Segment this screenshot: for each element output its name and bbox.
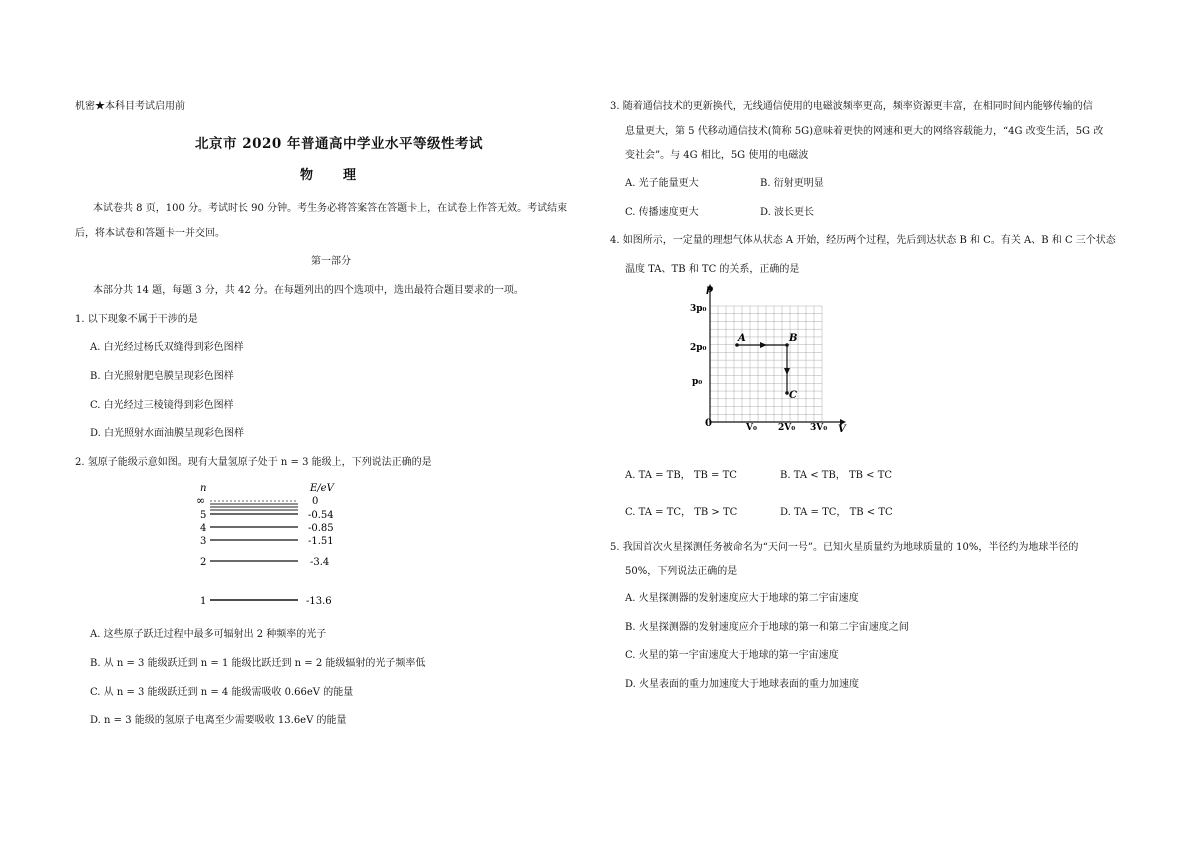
q1-stem: 1. 以下现象不属于干涉的是 — [75, 314, 198, 325]
y-tick-p0: p₀ — [692, 377, 703, 387]
pv-graph — [690, 280, 855, 435]
level-n-inf: ∞ — [196, 494, 206, 507]
point-b-label: B — [789, 333, 798, 344]
q4-option-c: C. TA = TC， TB > TC — [625, 507, 738, 518]
x-tick-2v0: 2V₀ — [778, 423, 796, 433]
q5-stem-line-2: 50%，下列说法正确的是 — [625, 566, 738, 577]
q2-option-c: C. 从 n = 3 能级跃迁到 n = 4 能级需吸收 0.66eV 的能量 — [90, 687, 354, 698]
q5-option-d: D. 火星表面的重力加速度大于地球表面的重力加速度 — [625, 679, 860, 690]
q5-stem-line-1: 5. 我国首次火星探测任务被命名为“天问一号”。已知火星质量约为地球质量的 10%，半径约为地球半径的 — [610, 542, 1079, 553]
point-a-label: A — [738, 333, 746, 344]
y-tick-3p0: 3p₀ — [690, 304, 707, 314]
q3-stem-line-3: 变社会”。与 4G 相比，5G 使用的电磁波 — [625, 150, 809, 161]
q2-option-b: B. 从 n = 3 能级跃迁到 n = 1 能级比跃迁到 n = 2 能级辐射的光子频率低 — [90, 658, 426, 669]
q3-stem-line-2: 息量更大，第 5 代移动通信技术(简称 5G)意味着更快的网速和更大的网络容载能力，“4G 改变生活，5G 改 — [625, 126, 1104, 137]
q1-option-b: B. 白光照射肥皂膜呈现彩色图样 — [90, 371, 234, 382]
x-axis-label: V — [838, 424, 846, 435]
level-n-3: 3 — [200, 536, 207, 547]
part-instruction: 本部分共 14 题，每题 3 分，共 42 分。在每题列出的四个选项中，选出最符合题目要求的一项。 — [93, 285, 524, 296]
level-e-5: -0.54 — [308, 510, 334, 521]
level-e-inf: 0 — [312, 496, 319, 507]
level-e-2: -3.4 — [310, 557, 330, 568]
q4-option-b: B. TA < TB， TB < TC — [780, 470, 893, 481]
energy-level-diagram — [190, 478, 350, 610]
intro-line-1: 本试卷共 8 页，100 分。考试时长 90 分钟。考生务必将答案答在答题卡上，在试卷上作答无效。考试结束 — [93, 203, 568, 214]
y-axis-label: p — [706, 284, 713, 295]
subject-title: 物理 — [300, 168, 387, 183]
origin-label: 0 — [705, 418, 712, 429]
q1-option-c: C. 白光经过三棱镜得到彩色图样 — [90, 400, 234, 411]
level-e-1: -13.6 — [306, 596, 332, 607]
q4-option-a: A. TA = TB， TB = TC — [625, 470, 737, 481]
diagram-e-header: E/eV — [310, 483, 334, 494]
q5-option-a: A. 火星探测器的发射速度应大于地球的第二宇宙速度 — [625, 593, 859, 604]
q1-option-d: D. 白光照射水面油膜呈现彩色图样 — [90, 428, 245, 439]
point-c-label: C — [789, 390, 797, 401]
level-e-4: -0.85 — [308, 523, 334, 534]
y-tick-2p0: 2p₀ — [690, 343, 707, 353]
q4-option-d: D. TA = TC， TB < TC — [780, 507, 893, 518]
q1-option-a: A. 白光经过杨氏双缝得到彩色图样 — [90, 342, 244, 353]
secret-mark: 机密★本科目考试启用前 — [75, 101, 185, 112]
q3-stem-line-1: 3. 随着通信技术的更新换代，无线通信使用的电磁波频率更高，频率资源更丰富，在相同时间内能够传输的信 — [610, 101, 1093, 112]
q3-option-a: A. 光子能量更大 — [625, 178, 699, 189]
q4-stem-line-2: 温度 TA、TB 和 TC 的关系，正确的是 — [625, 264, 800, 275]
diagram-n-header: n — [200, 483, 207, 494]
level-e-3: -1.51 — [308, 536, 334, 547]
intro-line-2: 后，将本试卷和答题卡一并交回。 — [75, 228, 225, 239]
level-n-5: 5 — [200, 510, 207, 521]
q3-option-b: B. 衍射更明显 — [760, 178, 824, 189]
q3-option-c: C. 传播速度更大 — [625, 207, 699, 218]
part-heading: 第一部分 — [311, 256, 351, 267]
level-n-2: 2 — [200, 557, 207, 568]
level-n-1: 1 — [200, 596, 207, 607]
q5-option-b: B. 火星探测器的发射速度应介于地球的第一和第二宇宙速度之间 — [625, 622, 909, 633]
q2-option-a: A. 这些原子跃迁过程中最多可辐射出 2 种频率的光子 — [90, 629, 327, 640]
arrow-b-to-c — [784, 368, 790, 375]
q3-option-d: D. 波长更长 — [760, 207, 815, 218]
exam-title: 北京市 2020 年普通高中学业水平等级性考试 — [195, 136, 483, 152]
x-tick-v0: V₀ — [746, 423, 757, 433]
q2-stem: 2. 氢原子能级示意如图。现有大量氢原子处于 n = 3 能级上，下列说法正确的是 — [75, 457, 432, 468]
x-tick-3v0: 3V₀ — [810, 423, 828, 433]
q2-option-d: D. n = 3 能级的氢原子电离至少需要吸收 13.6eV 的能量 — [90, 715, 347, 726]
q4-stem-line-1: 4. 如图所示，一定量的理想气体从状态 A 开始，经历两个过程，先后到达状态 B 和 C。有关 A、B 和 C 三个状态 — [610, 235, 1116, 246]
level-n-4: 4 — [200, 523, 207, 534]
q5-option-c: C. 火星的第一宇宙速度大于地球的第一宇宙速度 — [625, 650, 839, 661]
